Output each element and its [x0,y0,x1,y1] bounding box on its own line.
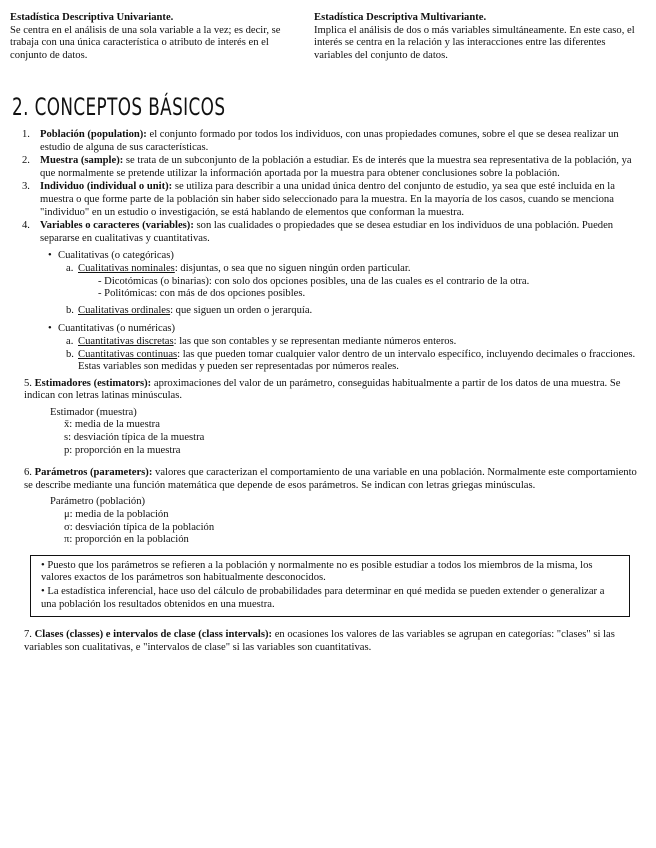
multivariante-title: Estadística Descriptiva Multivariante. [314,12,487,23]
letter: a. [66,262,74,274]
multivariante-text-2: variables del conjunto de datos. [314,49,448,61]
main-content [10,129,640,656]
estimador-title: Estimador (muestra) [50,406,137,418]
cualitativas-nominales [66,262,640,276]
parametro-media: μ: media de la población [64,509,169,521]
list-item-parametros [10,467,640,492]
univariante-text: Se centra en el análisis de una sola variable a la vez; es decir, se trabaja con una única característica o atributo de interés en el conjunto de datos. [10,24,281,61]
intro-univariante [10,12,300,62]
estimador-block [50,407,640,457]
term-nominales: Cualitativas nominales [78,262,175,274]
text-nominales: : disjuntas, o sea que no siguen ningún orden particular. [174,262,411,274]
letter: b. [66,304,74,316]
parametro-title: Parámetro (población) [50,496,146,508]
item-number: 4. [22,220,30,232]
univariante-title: Estadística Descriptiva Univariante. [10,12,174,23]
text-continuas: : las que pueden tomar cualquier valor dentro de un intervalo específico, incluyendo decimales o fracciones. Estas variables son medidas y pueden ser representadas por números reales. [78,348,636,373]
list-item-individuo [10,181,640,219]
item-number: 1. [22,129,30,140]
list-item-variables [10,220,640,245]
definition-poblacion: el conjunto formado por todos los individuos, con unas propiedades comunes, sobre el que se desea realizar un estudio de alguna de sus características. [40,129,619,153]
letter: a. [66,335,74,347]
term-estimadores: Estimadores (estimators): [34,377,152,389]
term-parametros: Parámetros (parameters): [34,467,153,479]
term-variables: Variables o caracteres (variables): [40,220,194,232]
parametro-proporcion: π: proporción en la población [64,534,189,546]
cuantitativas-discretas [66,335,640,349]
item-number: 6. [24,467,32,479]
multivariante-text: Implica el análisis de dos o más variables simultáneamente. En este caso, el interés se centra en la relación y las interacciones entre las diferentes [314,24,635,49]
term-continuas: Cuantitativas continuas [78,348,178,360]
bullet: • [48,323,52,335]
definition-variables: son las cualidades o propiedades que se desea estudiar en los individuos de una población. Pueden separarse en cualitativas y cuantitativas. [40,220,614,244]
term-individuo: Individuo (individual o unit): [40,181,173,193]
intro-multivariante [314,12,644,62]
parametro-desviacion: σ: desviación típica de la población [64,521,215,533]
definition-individuo: se utiliza para describir a una unidad única dentro del conjunto de estudio, ya sea que esté incluida en la muestra o que forme parte de la población sin haber sido seleccionado para la muestra. En la mayoría de los casos, cuando se menciona "individuo" en un estudio o investigación, se está hablando de elementos que conforman la muestra. [40,181,615,218]
section-title: 2. CONCEPTOS BÁSICOS [12,93,226,121]
list-item-poblacion [10,129,640,154]
definition-muestra: se trata de un subconjunto de la población a estudiar. Es de interés que la muestra sea representativa de la población, ya que normalmente se pretende utilizar la información aportada por la muestra para obtener conclusiones sobre la población. [40,155,632,179]
estimador-desviacion: s: desviación típica de la muestra [64,432,205,444]
term-poblacion: Población (population): [40,129,147,140]
definition-parametros: valores que caracterizan el comportamiento de una variable en una población. Normalmente este comportamiento se describe mediante una función matemática que depende de esos parámetros. Se indican con letras griegas minúsculas. [24,467,637,491]
note-estadistica-inferencial: • La estadística inferencial, hace uso del cálculo de probabilidades para determinar en qué medida se pueden extender o generalizar a una población los resultados obtenidos en una muestra. [41,586,605,610]
definition-clases: en ocasiones los valores de las variables se agrupan en categorías: "clases" si las variables son cualitativas, e "intervalos de clase" si las variables son cuantitativas. [24,629,615,653]
estimador-media: x̄: media de la muestra [64,419,160,431]
list-item-estimadores [10,378,640,403]
note-parametros-desconocidos: • Puesto que los parámetros se refieren a la población y normalmente no es posible estudiar a todos los miembros de la misma, los valores exactos de los parámetros son habitualmente desconocidos. [41,559,593,584]
estimador-proporcion: p: proporción en la muestra [64,444,181,456]
parametro-block [50,496,640,546]
cuantitativas-continuas [66,348,640,374]
item-number: 2. [22,155,30,167]
item-number: 5. [24,377,32,389]
term-clases: Clases (classes) e intervalos de clase (class intervals): [34,629,273,641]
text-discretas: : las que son contables y se representan mediante números enteros. [173,335,457,347]
cuantitativas-heading [48,323,640,336]
cualitativas-heading [48,250,640,263]
letter: b. [66,348,74,360]
cuantitativas-label: Cuantitativas (o numéricas) [58,323,176,335]
item-number: 3. [22,181,30,193]
note-box [30,555,630,617]
cualitativas-label: Cualitativas (o categóricas) [58,250,174,262]
bullet: • [48,250,52,262]
term-ordinales: Cualitativas ordinales [78,304,171,316]
list-item-muestra [10,155,640,180]
dicotomicas: - Dicotómicas (o binarias): con solo dos opciones posibles, una de las cuales es el contrario de la otra. [98,275,530,287]
term-muestra: Muestra (sample): [40,155,124,167]
list-item-clases [10,629,640,654]
politomicas: - Politómicas: con más de dos opciones posibles. [98,288,306,300]
item-number: 7. [24,629,32,641]
cualitativas-ordinales [66,304,640,318]
term-discretas: Cuantitativas discretas [78,335,174,347]
text-ordinales: : que siguen un orden o jerarquía. [170,304,313,316]
definition-estimadores: aproximaciones del valor de un parámetro, conseguidas habitualmente a partir de los datos de una muestra. Se indican con letras latinas minúsculas. [24,377,621,402]
